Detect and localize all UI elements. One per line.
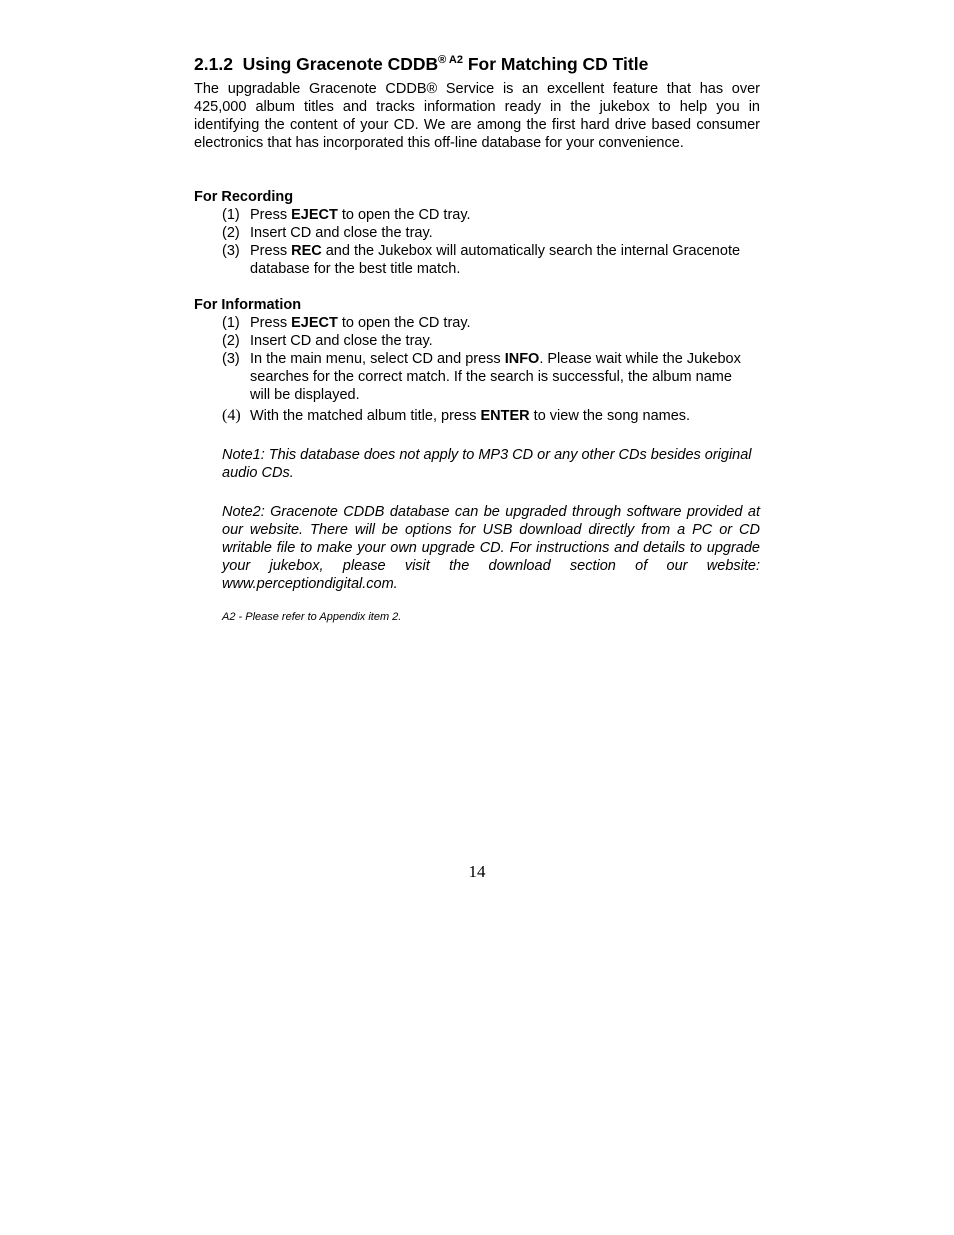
step-text: to view the song names. <box>529 408 691 424</box>
section-number: 2.1.2 <box>194 54 233 74</box>
step-text: In the main menu, select CD and press <box>250 351 505 367</box>
step-number: (3) <box>222 351 240 367</box>
list-item <box>222 332 742 350</box>
for-recording-heading: For Recording <box>194 189 294 205</box>
note-2: Note2: Gracenote CDDB database can be upgraded through software provided at our website. There will be options for USB download directly from a PC or CD writable file to make your own upgrade CD. For instructions and details to upgrade your jukebox, please visit the download section of our website: www.perceptiondigital.com. <box>222 504 760 592</box>
list-item <box>222 206 742 224</box>
step-number: (1) <box>222 207 240 223</box>
section-heading <box>194 52 648 76</box>
list-item <box>222 350 742 404</box>
step-number: (2) <box>222 225 240 241</box>
list-item <box>222 242 742 278</box>
footnote: A2 - Please refer to Appendix item 2. <box>222 611 402 623</box>
step-text: Insert CD and close the tray. <box>250 225 433 241</box>
step-text: and the Jukebox will automatically search the internal Gracenote database for the best title match. <box>250 243 741 277</box>
step-text: Press <box>250 243 292 259</box>
page-number: 14 <box>468 862 486 881</box>
key-name: ENTER <box>480 408 530 424</box>
step-text: Press <box>250 315 292 331</box>
note-1: Note1: This database does not apply to MP3 CD or any other CDs besides original audio CDs. <box>222 447 752 481</box>
list-item <box>222 407 742 425</box>
step-text: With the matched album title, press <box>250 408 481 424</box>
step-text: to open the CD tray. <box>337 207 471 223</box>
list-item <box>222 314 742 332</box>
section-title-end: For Matching CD Title <box>467 54 649 74</box>
for-information-heading: For Information <box>194 297 302 313</box>
key-name: INFO <box>504 351 540 367</box>
step-number: (1) <box>222 315 240 331</box>
key-name: REC <box>291 243 322 259</box>
section-title-start: Using Gracenote CDDB <box>242 54 439 74</box>
information-steps <box>222 314 742 425</box>
key-name: EJECT <box>291 315 338 331</box>
recording-steps <box>222 206 742 278</box>
step-number: (2) <box>222 333 240 349</box>
section-title-superscript: ® A2 <box>438 54 463 66</box>
key-name: EJECT <box>291 207 338 223</box>
step-text: Insert CD and close the tray. <box>250 333 433 349</box>
step-text: Press <box>250 207 292 223</box>
step-text: to open the CD tray. <box>337 315 471 331</box>
list-item <box>222 224 742 242</box>
step-number: (4) <box>222 407 241 424</box>
intro-paragraph: The upgradable Gracenote CDDB® Service is an excellent feature that has over 425,000 album titles and tracks information ready in the jukebox to help you in identifying the content of your CD. We are among the first hard drive based consumer electronics that has incorporated this off-line database for your convenience. <box>194 81 760 151</box>
step-number: (3) <box>222 243 240 259</box>
step-text: . Please wait while the Jukebox searches for the correct match. If the search is successful, the album name will be displayed. <box>250 351 741 403</box>
